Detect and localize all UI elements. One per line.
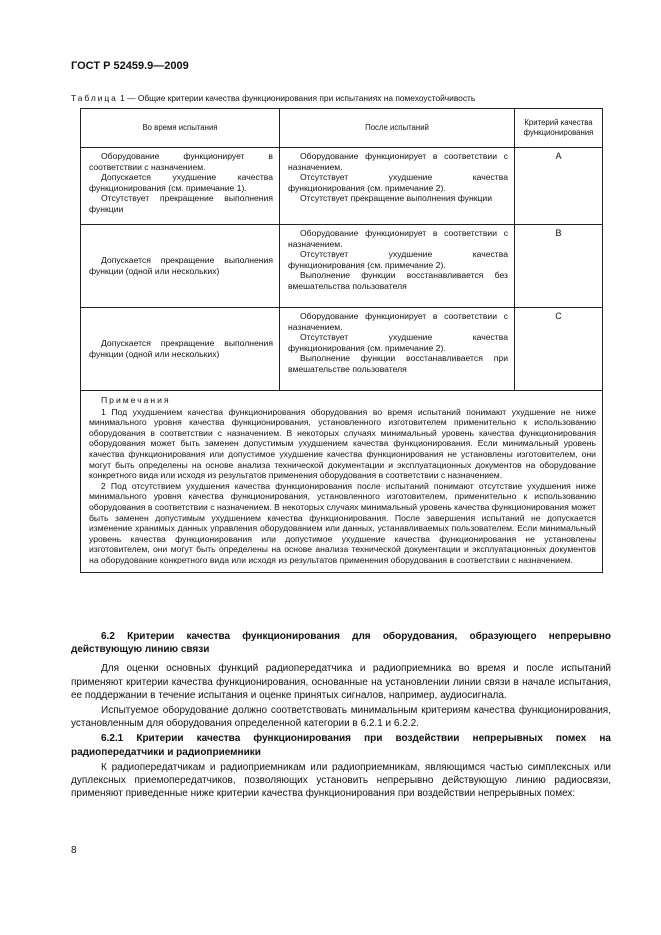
document-id: ГОСТ Р 52459.9—2009 [71,60,189,72]
table-row [81,148,603,225]
criterion-value: C [555,311,562,321]
cell-text: Отсутствует ухудшение качества функционирования (см. примечание 2). [288,332,508,353]
criterion-value: B [555,228,562,238]
cell-text: Выполнение функции восстанавливается при вмешательстве пользователя [288,353,508,374]
cell-text: Оборудование функционирует в соответствии с назначением. [288,311,508,332]
paragraph: Испытуемое оборудование должно соответствовать минимальным критериям качества функционирования, установленным для оборудования определенной категории в 6.2.1 и 6.2.2. [71,705,611,730]
criteria-table [80,108,603,573]
section-6-2-heading: 6.2 Критерии качества функционирования для оборудования, образующего непрерывно действующую линию связи [71,631,611,656]
body-text [71,630,611,802]
table-notes-row [81,391,603,573]
section-6-2-1-heading: 6.2.1 Критерии качества функционирования при воздействии непрерывных помех на радиопередатчики и радиоприемники [71,733,611,758]
cell-criterion [515,225,603,308]
table-caption-word: Таблица [71,93,118,103]
cell-text: Отсутствует ухудшение качества функционирования (см. примечание 2). [288,172,508,193]
paragraph: Для оценки основных функций радиопередатчика и радиоприемника во время и после испытаний применяют критерии качества функционирования, основанные на установлении линии связи в начале испытания, ее поддержании в течение испытания и оценке принятых сигналов, например, аудиосигнала. [71,663,611,701]
cell-text: Допускается прекращение выполнения функции (одной или нескольких) [89,338,273,359]
cell-text: Допускается прекращение выполнения функции (одной или нескольких) [89,255,273,276]
table-caption [71,93,475,103]
note-1: 1 Под ухудшением качества функционирования оборудования во время испытаний понимают ухудшение не ниже минимального уровня качества функционирования, установленного изготовителем применительно к использованию оборудования в соответствии с назначением. В некоторых случаях минимальный уровень качества функционирования оборудования может быть заменен допустимым ухудшением качества функционирования. Если минимальный уровень качества функционирования или допустимое ухудшение качества функционирования не установлены изготовителем, они могут быть определены на основе анализа технической документации и эксплуатационных документов на оборудование конкретного вида или исходя из результатов применения оборудования в соответствии с назначением. [89,406,596,481]
cell-criterion [515,308,603,391]
column-header-after: После испытаний [280,109,515,148]
cell-text: Оборудование функционирует в соответствии с назначением. [89,151,273,172]
cell-text: Оборудование функционирует в соответствии с назначением. [288,228,508,249]
cell-after [280,148,515,225]
column-header-criterion: Критерий качества функционирования [515,109,603,148]
cell-text: Отсутствует прекращение выполнения функции [89,193,273,214]
cell-after [280,308,515,391]
table-notes [81,391,603,573]
cell-text: Отсутствует прекращение выполнения функции [300,193,492,204]
criterion-value: A [555,151,562,161]
cell-during [81,308,280,391]
table-row [81,308,603,391]
column-header-during: Во время испытания [81,109,280,148]
cell-criterion [515,148,603,225]
cell-text: Отсутствует ухудшение качества функционирования (см. примечание 2). [288,249,508,270]
paragraph: К радиопередатчикам и радиоприемникам или радиоприемникам, являющимся частью симплексных или дуплексных приемопередатчиков, позволяющих установить непрерывно действующую линию радиосвязи, применяют приведенные ниже критерии качества функционирования при воздействии непрерывных помех: [71,761,611,800]
table-header-row [81,109,603,148]
page-number: 8 [71,845,77,856]
cell-text: Оборудование функционирует в соответствии с назначением. [288,151,508,172]
cell-after [280,225,515,308]
cell-during [81,225,280,308]
table-caption-text: 1 — Общие критерии качества функционирования при испытаниях на помехоустойчивость [117,93,476,103]
table-row [81,225,603,308]
cell-during [81,148,280,225]
cell-text: Выполнение функции восстанавливается без вмешательства пользователя [288,270,508,291]
notes-title: Примечания [101,395,171,405]
cell-text: Допускается ухудшение качества функционирования (см. примечание 1). [89,172,273,193]
note-2: 2 Под отсутствием ухудшения качества функционирования после испытаний понимают отсутствие ухудшения ниже минимального уровня качества функционирования, установленного изготовителем, применительно к использованию оборудования в соответствии с назначением. В некоторых случаях минимальный уровень качества функционирования может быть заменен допустимым ухудшением качества функционирования. После завершения испытаний не допускается изменение хранимых данных управления оборудованием или данных, устанавливаемых пользователем. Если минимальный уровень качества функционирования или допустимое ухудшение качества функционирования не установлены изготовителем, они могут быть определены на основе анализа технической документации и эксплуатационных документов на оборудование конкретного вида или исходя из результатов применения оборудования в соответствии с назначением. [89,480,596,565]
